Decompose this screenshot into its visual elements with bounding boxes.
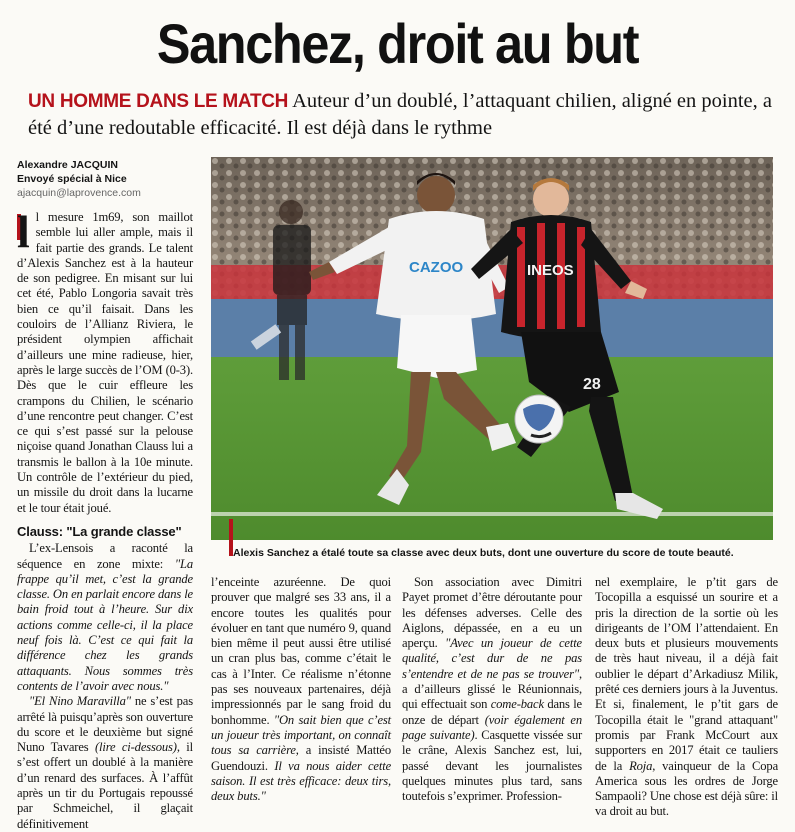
quote-span: "On sait bien que c’est un joueur très important, on connaît tous sa carrière, [211,712,391,758]
dropcap: l [17,206,30,257]
photo-caption: Alexis Sanchez a étalé toute sa classe avec deux buts, dont une ouverture du score de toute beauté. [233,547,734,559]
text-span: dans le onze de départ [402,697,582,727]
article-column-1-continued [17,520,193,832]
text-span: . Casquette vissée sur le crâne, Alexis Sanchez est, lui, passé devant les journalistes quelques minutes plus tard, sans toutefois s’exprimer. Profession- [402,727,583,804]
subhead-clauss: Clauss: "La grande classe" [17,524,182,539]
quote-span: "La frappe qu’il met, c’est la grande classe. On en parlait encore dans le bain froid tout à l’heure. Sur dix actions comme celle-ci, il la place neuf fois là. C’est ce qui fait la différence chez les grands attaquants. Nous sommes très contents de l’avoir avec nous." [17,556,193,693]
reference-span: (lire ci-dessous) [94,740,177,755]
reference-span: (voir également en page suivante) [402,712,583,742]
ball [515,395,563,443]
red-shirt-sponsor: INEOS [527,262,574,279]
column-2-paragraph [211,575,391,804]
text-span: l’enceinte azuréenne. De quoi prouver que malgré ses 33 ans, il a encore toutes les qualités pour évoluer en tant que numéro 9, quand bien même il peut aussi être utilisé un cran plus bas, comme c’était le cas à l’Inter. Ce réalisme n’étonne pas ses nouveaux partenaires, déjà impressionnés par le sang froid du bonhomme. [211,575,391,727]
headline: Sanchez, droit au but [156,12,639,75]
text-span: , a d’ailleurs glissé le Réunionnais, qui effectuait son [402,666,582,712]
quote-span: "El Nino Maravilla" [29,694,131,709]
byline-author: Alexandre JACQUIN [17,159,118,171]
deck [28,88,773,142]
white-shirt-sponsor: CAZOO [409,259,464,276]
term-span: Roja [629,758,653,773]
text-span: a insisté Mattéo Guendouzi. [211,743,391,773]
byline-role: Envoyé spécial à Nice [17,173,127,185]
text-span: , vainqueur de la Copa America sous les ordres de Jorge Sampaoli? Une chose est déjà sûre: il va droit au but. [595,758,779,819]
byline [17,158,207,200]
column-1-text: l mesure 1m69, son maillot semble lui aller ample, mais il fait partie des grands. Le talent d’Alexis Sanchez est à la hauteur de son pedigree. En misant sur lui cet été, Pablo Longoria savait très bien ce qu’il faisait. Dans les couloirs de l’Allianz Riviera, le président olympien affichait d’ailleurs une mine radieuse, hier, après le large succès de l’OM (0-3). Dès que le cuir effleure les crampons du Chilien, le scénario d’une rencontre peut changer. C’est ce qui s’est passé sur la pelouse niçoise quand Jonathan Clauss lui a transmis le ballon à la 10e minute. Un contrôle de l’extérieur du pied, un missile du droit dans la lucarne et le tour était joué. [17,210,193,515]
deck-kicker: UN HOMME DANS LE MATCH [28,91,289,112]
article-column-2 [211,575,391,804]
article-column-4 [595,575,778,820]
text-span: Son association avec Dimitri Payet promet d’être déroutante pour les défenses adverses. Celle des Aiglons, dépassée, en a eu un aperçu. [402,575,582,651]
column-4-paragraph [595,575,778,820]
article-column-3 [402,575,582,804]
text-span: L’ex-Lensois a raconté la séquence en zone mixte: [17,541,193,571]
match-photo [211,157,773,540]
column-1b-paragraph-2 [17,694,193,832]
column-1b-paragraph-1 [17,541,193,694]
article-column-1 [17,206,193,516]
quote-span: "Avec un joueur de cette qualité, c’est dur de ne pas s’entendre et de ne pas se trouver" [402,636,582,681]
quote-span: Il va nous aider cette saison. Il est très efficace: deux tirs, deux buts." [211,758,392,804]
deck-text: Auteur d’un doublé, l’attaquant chilien, aligné en pointe, a été d’une redoutable efficacité. Il est déjà dans le rythme [28,90,772,139]
column-1-paragraph [17,206,193,516]
red-shirt-number: 28 [583,376,601,393]
text-span: , il s’est offert un doublé à la manière d’un renard des surfaces. À l’affût après un tir du Portugais repoussé par Schmeichel, il glaçait définitivement [17,740,193,831]
column-3-paragraph [402,575,582,804]
term-span: come-back [490,697,544,712]
text-span: nel exemplaire, le p’tit gars de Tocopilla a esquissé un sourire et a pris la direction de la sortie où les dirigeants de l’OM l’attendaient. En deux buts et plusieurs mouvements de très haut niveau, il a déjà fait oublier le départ d’Arkadiusz Milik, prêté ces derniers jours à la Juventus. Et si, finalement, le p’tit gars de Tocopilla était le "grand attaquant" promis par Frank McCourt aux supporters en 2017 était ce tauliers de la [595,575,778,773]
text-span: ne s’est pas arrêté là puisqu’après son ouverture du score et le deuxième but signé Nuno Tavares [17,694,194,755]
byline-email[interactable]: ajacquin@laprovence.com [17,187,141,199]
